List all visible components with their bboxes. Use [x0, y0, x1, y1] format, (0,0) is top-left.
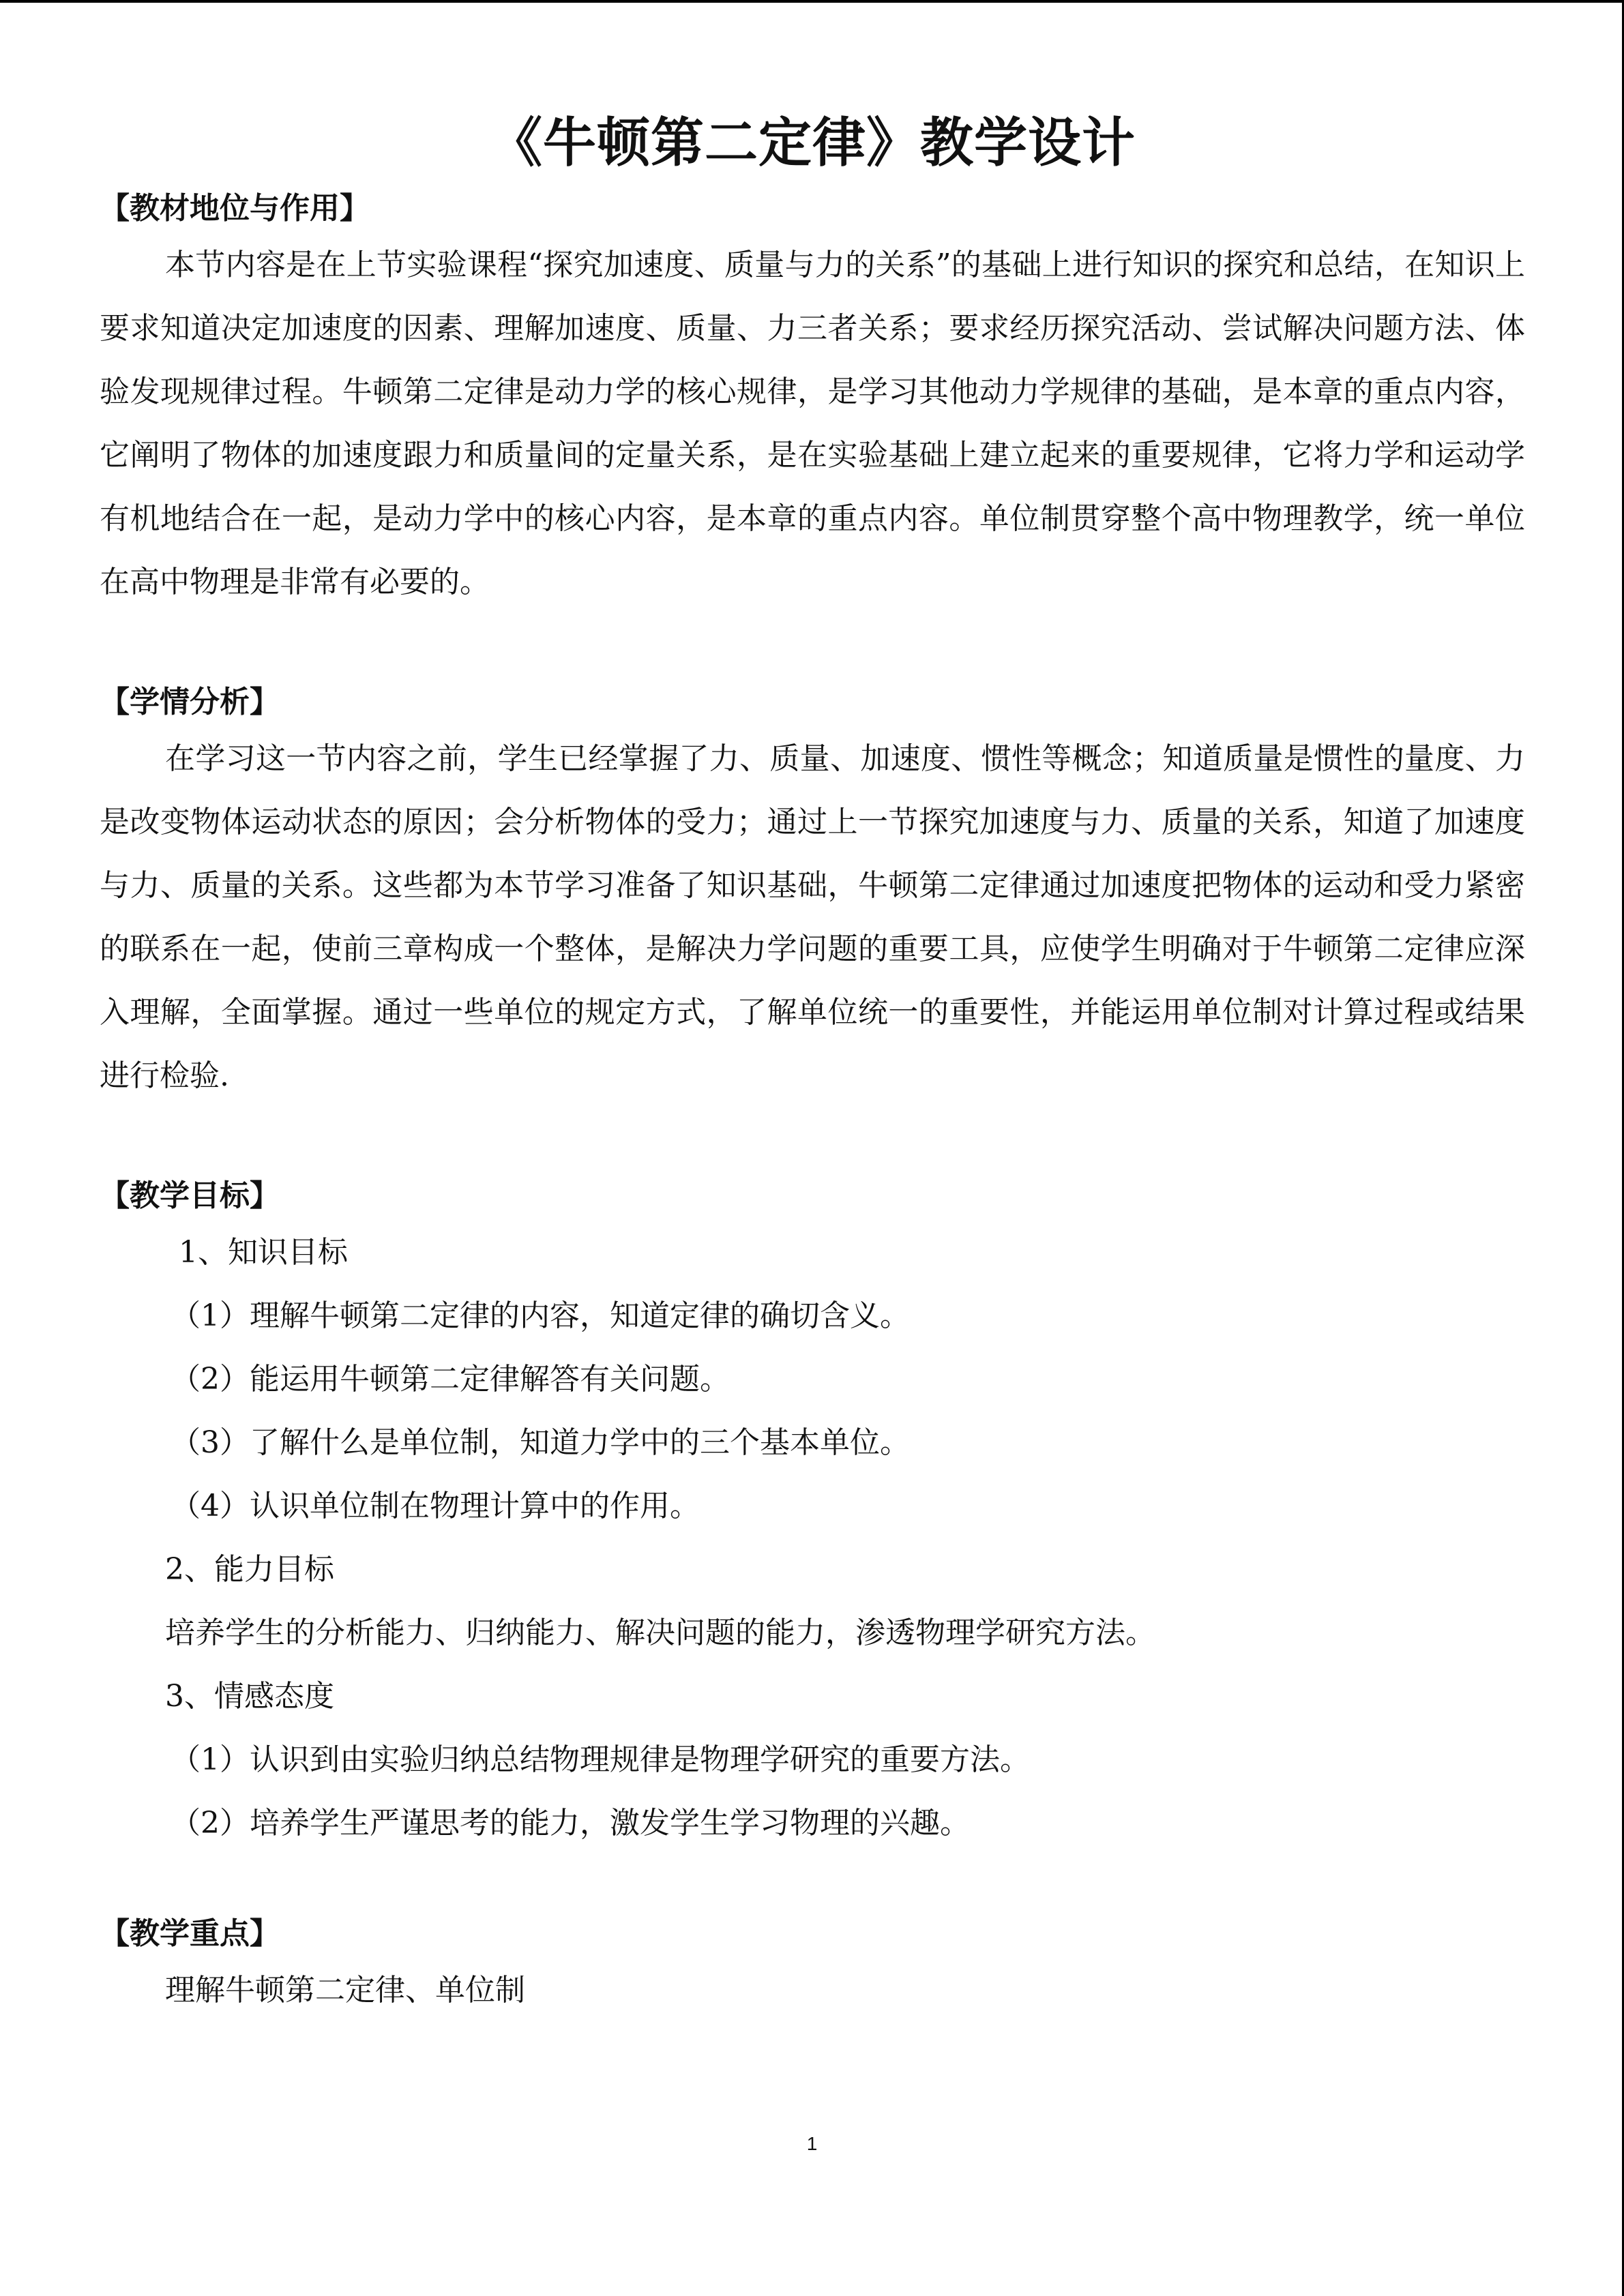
- knowledge-goals-title: 1、知识目标: [179, 1235, 348, 1270]
- page-number: 1: [806, 2133, 818, 2154]
- document-body: [100, 102, 1525, 2022]
- section-heading-goals: 【教学目标】: [100, 1178, 280, 1213]
- emotion-goals-title: 3、情感态度: [165, 1679, 334, 1714]
- paragraph-textbook: 本节内容是在上节实验课程“探究加速度、质量与力的关系”的基础上进行知识的探究和总结，在知识上要求知道决定加速度的因素、理解加速度、质量、力三者关系；要求经历探究活动、尝试解决问题方法、体验发现规律过程。牛顿第二定律是动力学的核心规律，是学习其他动力学规律的基础，是本章的重点内容，它阐明了物体的加速度跟力和质量间的定量关系，是在实验基础上建立起来的重要规律，它将力学和运动学有机地结合在一起，是动力学中的核心内容，是本章的重点内容。单位制贯穿整个高中物理教学，统一单位在高中物理是非常有必要的。: [100, 248, 1525, 599]
- knowledge-goal-item: （4）认识单位制在物理计算中的作用。: [171, 1489, 700, 1523]
- key-points-text: 理解牛顿第二定律、单位制: [165, 1973, 525, 2008]
- section-textbook: [100, 184, 1525, 614]
- section-heading-textbook: 【教材地位与作用】: [100, 191, 370, 226]
- emotion-goal-item: （2）培养学生严谨思考的能力，激发学生学习物理的兴趣。: [171, 1806, 970, 1840]
- section-key-points: [100, 1909, 1525, 2022]
- knowledge-goal-item: （2）能运用牛顿第二定律解答有关问题。: [171, 1362, 730, 1397]
- paragraph-students: 在学习这一节内容之前，学生已经掌握了力、质量、加速度、惯性等概念；知道质量是惯性的量度、力是改变物体运动状态的原因；会分析物体的受力；通过上一节探究加速度与力、质量的关系，知道了加速度与力、质量的关系。这些都为本节学习准备了知识基础，牛顿第二定律通过加速度把物体的运动和受力紧密的联系在一起，使前三章构成一个整体，是解决力学问题的重要工具，应使学生明确对于牛顿第二定律应深入理解，全面掌握。通过一些单位的规定方式，了解单位统一的重要性，并能运用单位制对计算过程或结果进行检验.: [100, 741, 1525, 1093]
- emotion-goal-item: （1）认识到由实验归纳总结物理规律是物理学研究的重要方法。: [171, 1742, 1030, 1777]
- knowledge-goal-item: （1）理解牛顿第二定律的内容，知道定律的确切含义。: [171, 1298, 910, 1333]
- section-heading-key-points: 【教学重点】: [100, 1916, 280, 1951]
- document-title: 《牛顿第二定律》教学设计: [488, 113, 1136, 174]
- section-goals: [100, 1172, 1525, 1855]
- ability-goals-text: 培养学生的分析能力、归纳能力、解决问题的能力，渗透物理学研究方法。: [165, 1615, 1155, 1650]
- section-students: [100, 678, 1525, 1107]
- ability-goals-title: 2、能力目标: [165, 1552, 334, 1587]
- knowledge-goal-item: （3）了解什么是单位制，知道力学中的三个基本单位。: [171, 1425, 910, 1460]
- section-heading-students: 【学情分析】: [100, 685, 280, 719]
